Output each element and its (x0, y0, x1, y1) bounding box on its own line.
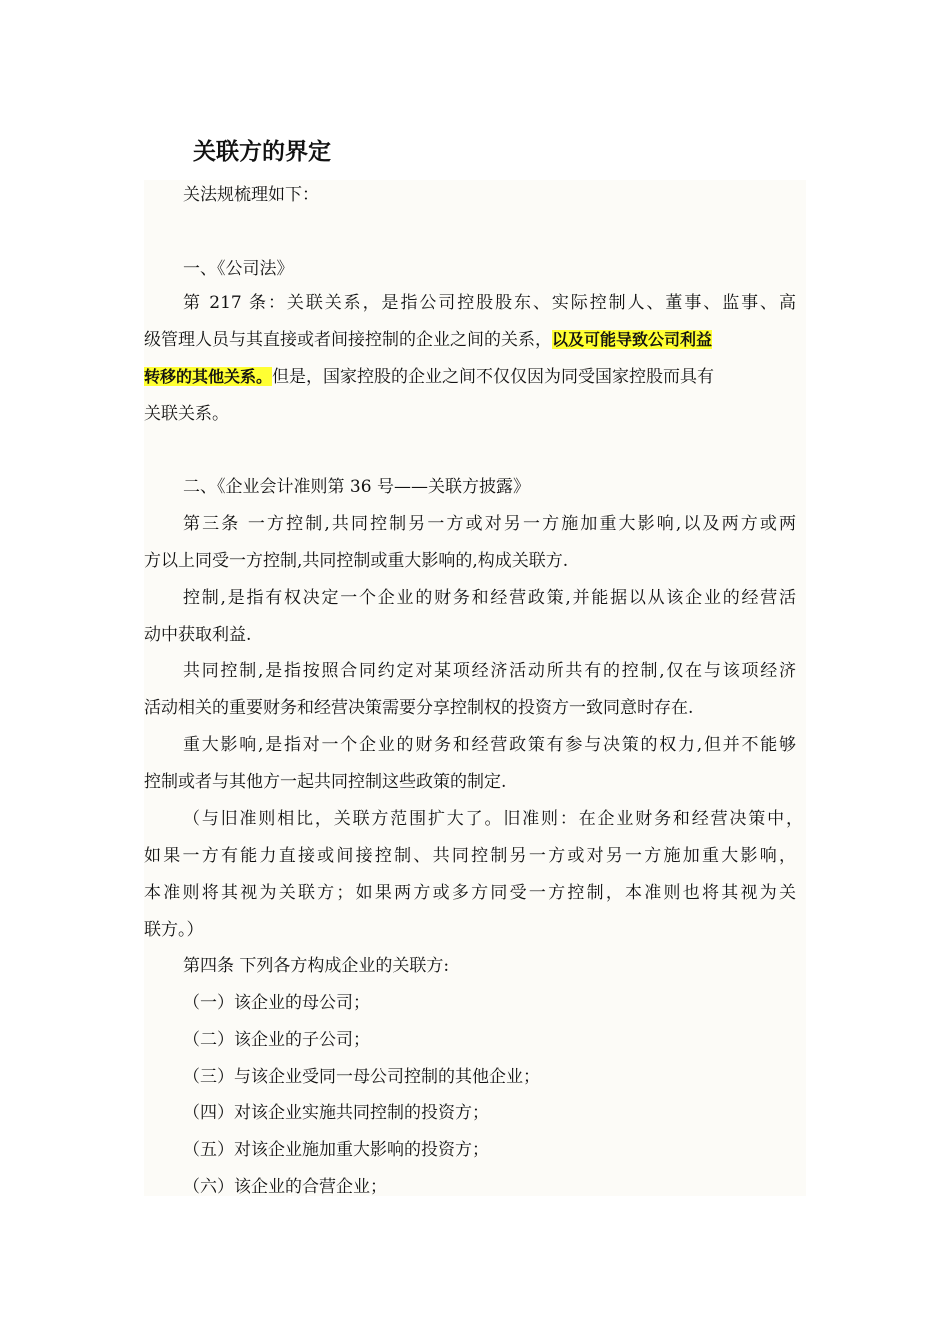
control-definition-line-2: 动中获取利益. (144, 625, 252, 645)
significant-influence-line-1: 重大影响,是指对一个企业的财务和经营政策有参与决策的权力,但并不能够 (183, 735, 796, 755)
intro-text: 关法规梳理如下： (183, 185, 319, 205)
document-title: 关联方的界定 (193, 139, 331, 165)
article-3-line-2: 方以上同受一方控制,共同控制或重大影响的,构成关联方. (144, 551, 569, 571)
joint-control-line-2: 活动相关的重要财务和经营决策需要分享控制权的投资方一致同意时存在. (144, 698, 694, 718)
list-item: （六）该企业的合营企业； (183, 1177, 387, 1197)
joint-control-line-1: 共同控制,是指按照合同约定对某项经济活动所共有的控制,仅在与该项经济 (183, 661, 796, 681)
note-line-2: 如果一方有能力直接或间接控制、共同控制另一方或对另一方施加重大影响， (144, 846, 796, 866)
article-4-heading: 第四条 下列各方构成企业的关联方: (183, 956, 450, 976)
article-217-line-2-text: 级管理人员与其直接或者间接控制的企业之间的关系， (144, 330, 552, 350)
note-line-4: 联方。） (144, 920, 204, 940)
article-217-line-3 (144, 364, 714, 390)
significant-influence-line-2: 控制或者与其他方一起共同控制这些政策的制定. (144, 772, 507, 792)
list-item: （三）与该企业受同一母公司控制的其他企业； (183, 1067, 540, 1087)
highlighted-punctuation: 。 (256, 367, 273, 386)
highlighted-text: 以及可能导致公司利益 (552, 330, 713, 349)
section-heading-company-law: 一、《公司法》 (183, 259, 294, 279)
note-line-3: 本准则将其视为关联方；如果两方或多方同受一方控制，本准则也将其视为关 (144, 883, 796, 903)
list-item: （一）该企业的母公司； (183, 993, 370, 1013)
highlighted-text: 转移的其他关系 (144, 367, 257, 386)
article-217-line-2 (144, 327, 712, 353)
article-3-line-1: 第三条 一方控制,共同控制另一方或对另一方施加重大影响,以及两方或两 (183, 514, 796, 534)
article-217-line-4: 关联关系。 (144, 404, 229, 424)
list-item: （四）对该企业实施共同控制的投资方； (183, 1103, 489, 1123)
list-item: （五）对该企业施加重大影响的投资方； (183, 1140, 489, 1160)
note-line-1: （与旧准则相比，关联方范围扩大了。旧准则：在企业财务和经营决策中， (183, 809, 803, 829)
section-heading-accounting-standard: 二、《企业会计准则第 36 号——关联方披露》 (183, 477, 530, 497)
article-217-line-3-text: 但是，国家控股的企业之间不仅仅因为同受国家控股而具有 (272, 367, 715, 387)
article-217-line-1: 第 217 条：关联关系，是指公司控股股东、实际控制人、董事、监事、高 (183, 293, 796, 313)
list-item: （二）该企业的子公司； (183, 1030, 370, 1050)
control-definition-line-1: 控制,是指有权决定一个企业的财务和经营政策,并能据以从该企业的经营活 (183, 588, 796, 608)
